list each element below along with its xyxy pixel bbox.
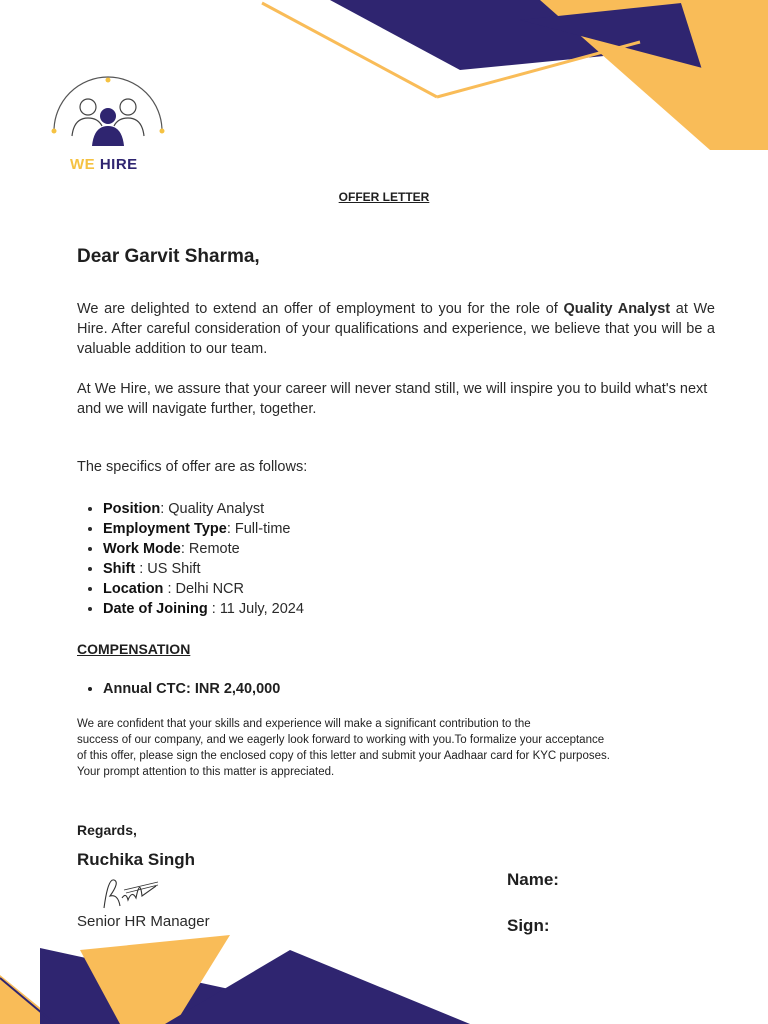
specs-intro: The specifics of offer are as follows: xyxy=(77,459,308,475)
name-field-label: Name: xyxy=(507,870,559,889)
career-paragraph: At We Hire, we assure that your career will never stand still, we will inspire you to build what's next and we will navigate further, together. xyxy=(77,381,708,417)
list-item: • Work Mode: Remote xyxy=(103,539,304,559)
annual-ctc: • Annual CTC: INR 2,40,000 xyxy=(103,679,280,699)
closing-paragraph: We are confident that your skills and experience will make a significant contribution to the success of our company, and we eagerly look forward to working with you.To formalize your acceptance of this offer, please sign the enclosed copy of this letter and submit your Aadhaar card for KYC purposes. Your prompt attention to this matter is appreciated. xyxy=(77,718,610,778)
signer-name: Ruchika Singh xyxy=(77,850,196,869)
signer-title: Senior HR Manager xyxy=(77,913,210,930)
list-item: • Employment Type: Full-time xyxy=(103,519,304,539)
list-item: • Shift : US Shift xyxy=(103,559,304,579)
compensation-list xyxy=(77,679,280,699)
signature-icon xyxy=(96,868,166,918)
list-item: • Date of Joining : 11 July, 2024 xyxy=(103,599,304,619)
greeting: Dear Garvit Sharma, xyxy=(77,246,260,267)
intro-paragraph: We are delighted to extend an offer of employment to you for the role of Quality Analyst at We Hire. After careful consideration of your qualifications and experience, we believe that you will be a valuable addition to our team. xyxy=(77,301,715,357)
brand-name: WE HIRE xyxy=(70,156,138,173)
offer-specs-list xyxy=(77,499,304,619)
regards-text: Regards, xyxy=(77,822,137,838)
compensation-heading: COMPENSATION xyxy=(77,641,191,657)
sign-field-label: Sign: xyxy=(507,916,550,935)
list-item: • Location : Delhi NCR xyxy=(103,579,304,599)
document-title: OFFER LETTER xyxy=(338,190,430,204)
role-name: Quality Analyst xyxy=(563,301,671,317)
list-item: • Position: Quality Analyst xyxy=(103,499,304,519)
